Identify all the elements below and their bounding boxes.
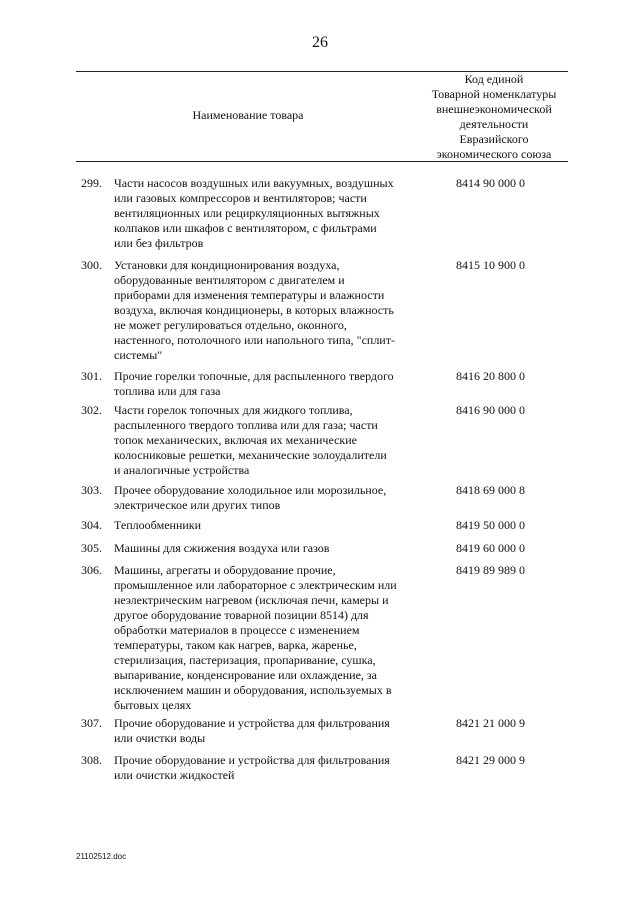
product-code: 8418 69 000 8: [456, 483, 525, 497]
row-number: 305.: [81, 541, 102, 555]
product-name-line: распыленного твердого топлива или для газа; части: [114, 418, 378, 432]
row-number: 303.: [81, 483, 102, 497]
document-id: 21102512.doc: [76, 852, 127, 861]
header-code-line: Евразийского: [459, 132, 529, 147]
row-number: 302.: [81, 403, 102, 417]
product-name-line: приборами для изменения температуры и влажности: [114, 288, 385, 302]
product-name-line: вентиляционных или рециркуляционных вытяжных: [114, 206, 380, 220]
product-name-line: колпаков или шкафов с вентилятором, с фильтрами: [114, 221, 377, 235]
product-name-line: колосниковые решетки, механические золоудалители: [114, 448, 387, 462]
product-name-line: Части насосов воздушных или вакуумных, воздушных: [114, 176, 394, 190]
product-name-line: воздуха, включая кондиционеры, в которых влажность: [114, 303, 394, 317]
product-code: 8421 21 000 9: [456, 716, 525, 730]
product-name-line: Прочее оборудование холодильное или морозильное,: [114, 483, 387, 497]
product-name-line: промышленное или лабораторное с электрическим или: [114, 578, 397, 592]
product-name-line: исключением машин и оборудования, используемых в: [114, 683, 392, 697]
row-number: 306.: [81, 563, 102, 577]
product-name-line: настенного, потолочного или напольного типа, "сплит-: [114, 333, 395, 347]
product-code: 8415 10 900 0: [456, 258, 525, 272]
product-name-line: топлива или для газа: [114, 384, 221, 398]
row-number: 299.: [81, 176, 102, 190]
row-number: 308.: [81, 753, 102, 767]
product-name-line: другое оборудование товарной позиции 8514) для: [114, 608, 369, 622]
header-code-column: [420, 72, 568, 163]
product-name: [114, 403, 424, 478]
product-name-line: топок механических, включая их механические: [114, 433, 357, 447]
product-name: [114, 541, 424, 556]
product-name-line: и аналогичные устройства: [114, 463, 250, 477]
header-bottom-rule: [76, 161, 568, 162]
product-name-line: Части горелок топочных для жидкого топлива,: [114, 403, 353, 417]
row-number: 307.: [81, 716, 102, 730]
product-code: 8416 20 800 0: [456, 369, 525, 383]
product-name-line: не может регулироваться отдельно, оконного,: [114, 318, 347, 332]
product-name-line: неэлектрическим нагревом (исключая печи, камеры и: [114, 593, 389, 607]
product-name-line: Машины для сжижения воздуха или газов: [114, 541, 330, 555]
product-name-line: или очистки жидкостей: [114, 768, 235, 782]
product-name: [114, 176, 424, 251]
product-name-line: обработки материалов в процессе с изменением: [114, 623, 360, 637]
product-name-line: Машины, агрегаты и оборудование прочие,: [114, 563, 336, 577]
product-name-line: Установки для кондиционирования воздуха,: [114, 258, 340, 272]
product-name: [114, 563, 424, 713]
product-name-line: Теплообменники: [114, 518, 202, 532]
product-name: [114, 518, 424, 533]
row-number: 300.: [81, 258, 102, 272]
product-name-line: Прочие оборудование и устройства для фильтрования: [114, 716, 390, 730]
row-number: 301.: [81, 369, 102, 383]
product-name-line: стерилизация, пастеризация, пропаривание, сушка,: [114, 653, 376, 667]
product-code: 8421 29 000 9: [456, 753, 525, 767]
product-name-line: системы": [114, 348, 163, 362]
product-name-line: температуры, таком как нагрев, варка, жаренье,: [114, 638, 357, 652]
product-name-line: или без фильтров: [114, 236, 204, 250]
product-name: [114, 753, 424, 783]
row-number: 304.: [81, 518, 102, 532]
product-name: [114, 258, 424, 363]
product-code: 8416 90 000 0: [456, 403, 525, 417]
product-name-line: или очистки воды: [114, 731, 206, 745]
product-name-line: Прочие горелки топочные, для распыленного твердого: [114, 369, 394, 383]
header-code-line: Код единой: [464, 72, 524, 86]
product-name: [114, 369, 424, 399]
product-name: [114, 716, 424, 746]
page-number: 26: [312, 34, 328, 51]
header-code-line: экономического союза: [436, 147, 552, 162]
product-code: 8419 50 000 0: [456, 518, 525, 532]
header-code-line: Товарной номенклатуры: [431, 87, 557, 102]
product-name: [114, 483, 424, 513]
header-code-line: внешнеэкономической: [436, 102, 552, 117]
product-code: 8419 60 000 0: [456, 541, 525, 555]
header-name-column: Наименование товара: [192, 108, 304, 122]
product-name-line: бытовых целях: [114, 698, 192, 712]
header-code-line: деятельности: [459, 117, 529, 132]
product-name-line: оборудованные вентилятором с двигателем и: [114, 273, 345, 287]
product-name-line: или газовых компрессоров и вентиляторов; части: [114, 191, 367, 205]
product-code: 8419 89 989 0: [456, 563, 525, 577]
product-code: 8414 90 000 0: [456, 176, 525, 190]
product-name-line: выпаривание, конденсирование или охлаждение, за: [114, 668, 377, 682]
product-name-line: Прочие оборудование и устройства для фильтрования: [114, 753, 390, 767]
product-name-line: электрическое или других типов: [114, 498, 281, 512]
